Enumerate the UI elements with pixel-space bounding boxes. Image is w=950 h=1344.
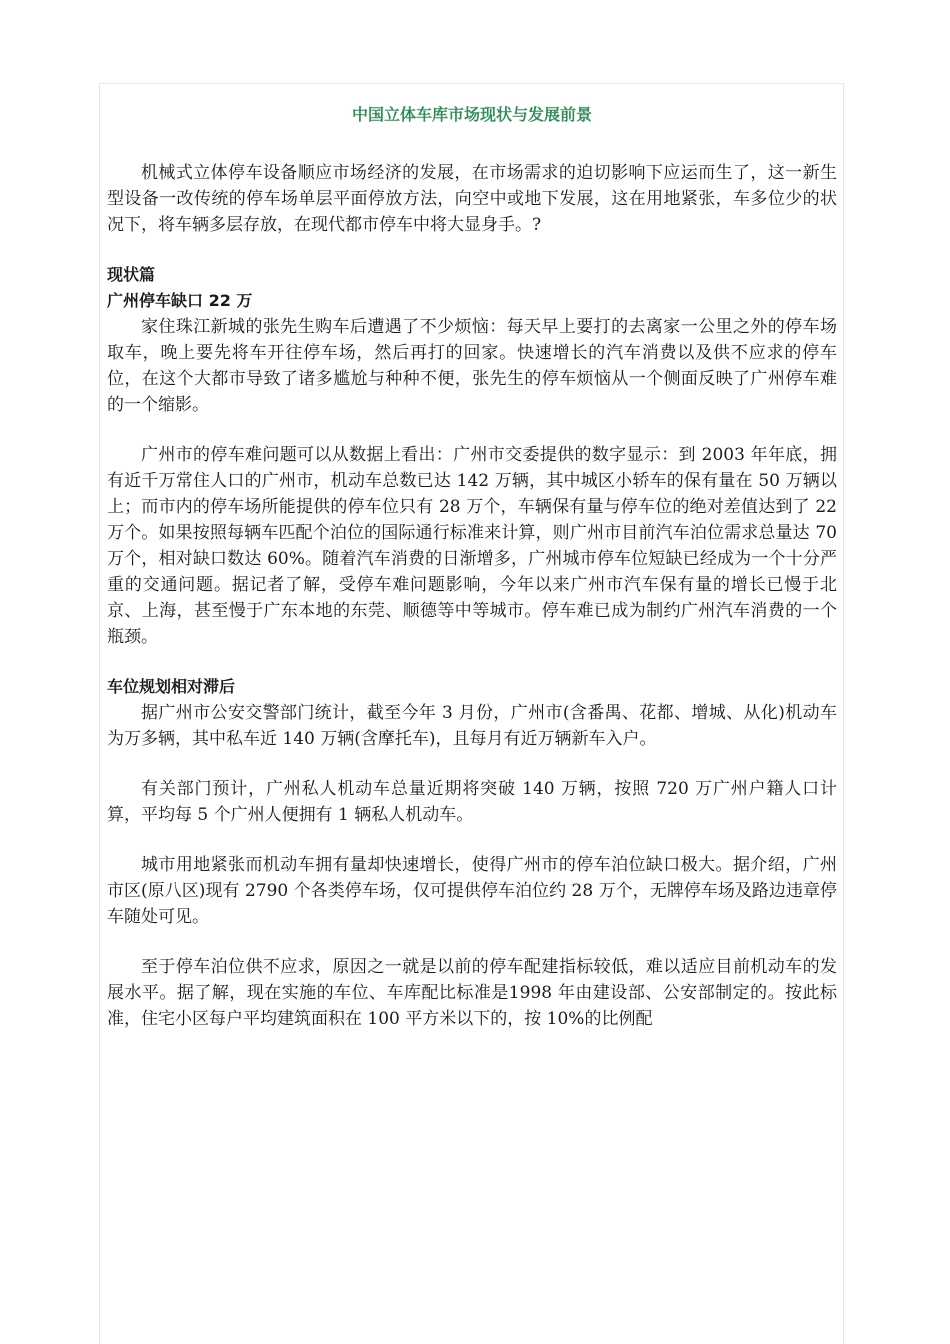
- section-heading-shortage: 广州停车缺口 22 万: [107, 291, 253, 310]
- section-heading-planning: 车位规划相对滞后: [107, 677, 236, 696]
- paragraph-standard: 至于停车泊位供不应求，原因之一就是以前的停车配建指标较低，难以适应目前机动车的发展水平。据了解，现在实施的车位、车库配比标准是1998 年由建设部、公安部制定的。按此标准，住宅小区每户平均建筑面积在 100 平方米以下的，按 10%的比例配: [107, 957, 837, 1029]
- paragraph-zhang: 家住珠江新城的张先生购车后遭遇了不少烦恼：每天早上要打的去离家一公里之外的停车场取车，晚上要先将车开往停车场，然后再打的回家。快速增长的汽车消费以及供不应求的停车位，在这个大都市导致了诸多尴尬与种种不便，张先生的停车烦恼从一个侧面反映了广州停车难的一个缩影。: [107, 317, 837, 415]
- document-body: [107, 100, 837, 1056]
- intro-paragraph: 机械式立体停车设备顺应市场经济的发展，在市场需求的迫切影响下应运而生了，这一新生型设备一改传统的停车场单层平面停放方法，向空中或地下发展，这在用地紧张，车多位少的状况下，将车辆多层存放，在现代都市停车中将大显身手。?: [107, 163, 837, 235]
- paragraph-data: 广州市的停车难问题可以从数据上看出：广州市交委提供的数字显示：到 2003 年年底，拥有近千万常住人口的广州市，机动车总数已达 142 万辆，其中城区小轿车的保有量在 50 万辆以上；而市内的停车场所能提供的停车位只有 28 万个，车辆保有量与停车位的绝对差值达到了 22 万个。如果按照每辆车匹配个泊位的国际通行标准来计算，则广州市目前汽车泊位需求总量达 70 万个，相对缺口数达 60%。随着汽车消费的日渐增多，广州城市停车位短缺已经成为一个十分严重的交通问题。据记者了解，受停车难问题影响，今年以来广州市汽车保有量的增长已慢于北京、上海，甚至慢于广东本地的东莞、顺德等中等城市。停车难已成为制约广州汽车消费的一个瓶颈。: [107, 445, 837, 647]
- paragraph-forecast: 有关部门预计，广州私人机动车总量近期将突破 140 万辆，按照 720 万广州户籍人口计算，平均每 5 个广州人便拥有 1 辆私人机动车。: [107, 779, 837, 825]
- section-heading-status: 现状篇: [107, 265, 156, 284]
- document-title: 中国立体车库市场现状与发展前景: [351, 105, 592, 124]
- paragraph-land: 城市用地紧张而机动车拥有量却快速增长，使得广州市的停车泊位缺口极大。据介绍，广州市区(原八区)现有 2790 个各类停车场，仅可提供停车泊位约 28 万个，无牌停车场及路边违章停车随处可见。: [107, 855, 837, 927]
- paragraph-police: 据广州市公安交警部门统计，截至今年 3 月份，广州市(含番禺、花都、增城、从化)机动车为万多辆，其中私车近 140 万辆(含摩托车)，且每月有近万辆新车入户。: [107, 703, 837, 749]
